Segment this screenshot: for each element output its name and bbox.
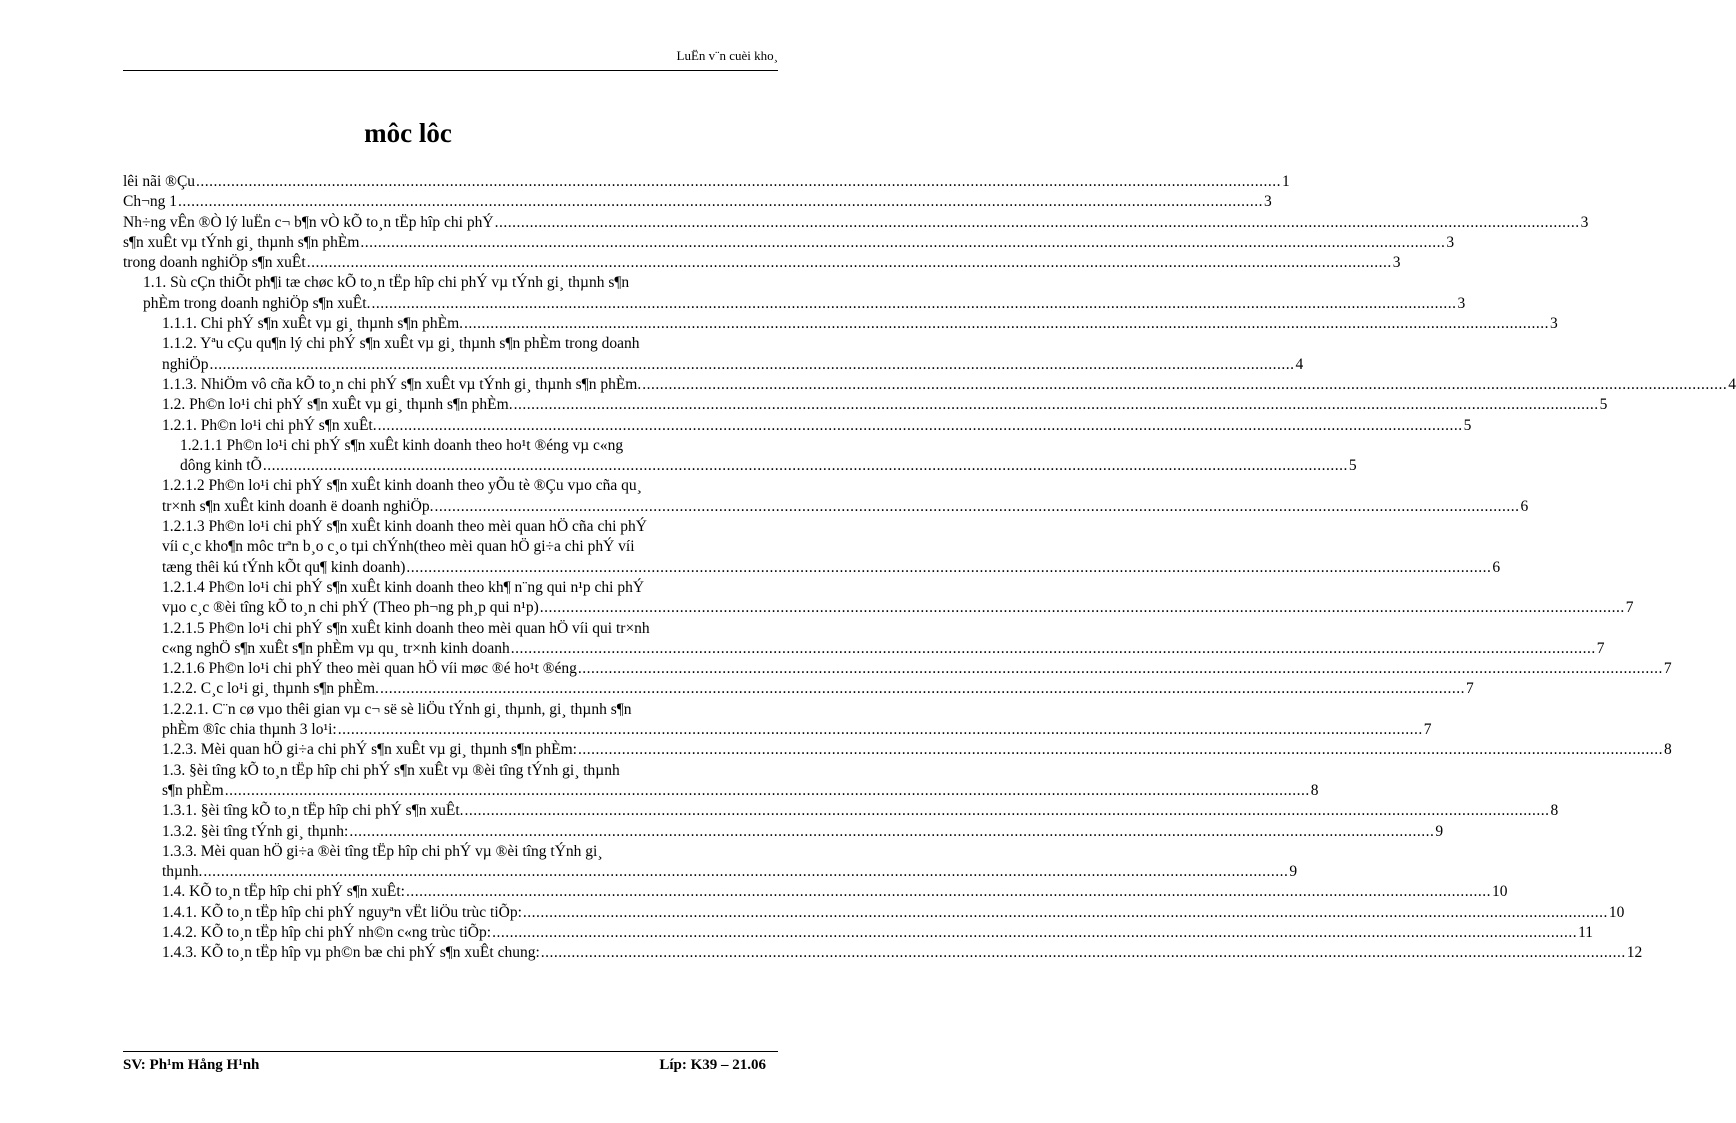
toc-entry-line: 1.1. Sù cÇn thiÕt ph¶i tæ chøc kÕ to¸n tËp hîp chi phÝ vµ tÝnh gi¸ thµnh s¶n	[143, 274, 630, 292]
page-title: môc lôc	[364, 118, 452, 148]
toc-dot-leader	[370, 294, 1457, 314]
toc-page-number: 6	[1520, 497, 1529, 515]
toc-page-number: 11	[1578, 923, 1593, 941]
toc-page-number: 8	[1310, 781, 1319, 799]
toc-dot-leader	[491, 923, 1578, 943]
toc-entry-label: 1.4. KÕ to¸n tËp hîp chi phÝ s¶n xuÊt:	[162, 883, 405, 901]
toc-dot-leader	[405, 882, 1492, 902]
toc-dot-leader	[434, 497, 1521, 517]
toc-entry-label: 1.4.1. KÕ to¸n tËp hîp chi phÝ nguyªn vËt liÖu trùc tiÕp:	[162, 903, 522, 921]
toc-dot-leader	[494, 213, 1581, 233]
toc-entry[interactable]	[162, 517, 1501, 578]
toc-page-number: 9	[1289, 863, 1298, 881]
toc-page-number: 7	[1596, 639, 1605, 657]
toc-entry-line: 1.1.2. Yªu cÇu qu¶n lý chi phÝ s¶n xuÊt vµ gi¸ thµnh s¶n phÈm trong doanh	[162, 335, 640, 353]
toc-entry-label: dông kinh tÕ	[180, 457, 262, 475]
toc-entry[interactable]	[162, 416, 1472, 436]
toc-entry[interactable]	[162, 923, 1593, 943]
toc-entry-label: trong doanh nghiÖp s¶n xuÊt	[123, 254, 306, 272]
toc-entry[interactable]	[162, 395, 1608, 415]
toc-dot-leader	[262, 456, 1349, 476]
toc-dot-leader	[577, 659, 1664, 679]
toc-entry[interactable]	[162, 679, 1474, 699]
toc-entry[interactable]	[162, 822, 1444, 842]
toc-entry[interactable]	[162, 314, 1558, 334]
toc-dot-leader	[510, 639, 1597, 659]
toc-entry-label: 1.3.1. §èi tîng kÕ to¸n tËp hîp chi phÝ s¶n xuÊt.	[162, 802, 464, 820]
toc-page-number: 10	[1491, 883, 1508, 901]
toc-dot-leader	[359, 233, 1446, 253]
toc-page-number: 12	[1626, 944, 1643, 962]
toc-entry[interactable]	[162, 476, 1529, 517]
toc-entry[interactable]	[162, 334, 1304, 375]
toc-dot-leader	[539, 598, 1626, 618]
toc-entry[interactable]	[123, 253, 1401, 273]
toc-dot-leader	[306, 253, 1393, 273]
toc-entry-label: tr×nh s¶n xuÊt kinh doanh ë doanh nghiÖp.	[162, 497, 434, 515]
toc-entry-line: 1.2.2.1. C¨n cø vµo thêi gian vµ c¬ së sè liÖu tÝnh gi¸ thµnh, gi¸ thµnh s¶n	[162, 700, 632, 718]
toc-page-number: 8	[1663, 741, 1672, 759]
toc-entry-line: 1.2.1.5 Ph©n lo¹i chi phÝ s¶n xuÊt kinh doanh theo mèi quan hÖ víi qui tr×nh	[162, 619, 650, 637]
toc-entry-label: 1.2.2. C¸c lo¹i gi¸ thµnh s¶n phÈm.	[162, 680, 379, 698]
toc-dot-leader	[348, 822, 1435, 842]
toc-entry[interactable]	[162, 842, 1298, 883]
toc-entry-label: 1.3.2. §èi tîng tÝnh gi¸ thµnh:	[162, 822, 349, 840]
toc-entry[interactable]	[123, 172, 1290, 192]
toc-entry-label: 1.1.1. Chi phÝ s¶n xuÊt vµ gi¸ thµnh s¶n phÈm.	[162, 315, 464, 333]
toc-entry-line: 1.2.1.2 Ph©n lo¹i chi phÝ s¶n xuÊt kinh doanh theo yÕu tè ®Çu vµo cña qu¸	[162, 477, 642, 495]
toc-dot-leader	[209, 355, 1296, 375]
toc-dot-leader	[463, 314, 1550, 334]
table-of-contents	[123, 172, 1736, 964]
toc-page-number: 10	[1608, 903, 1625, 921]
footer-class: Líp: K39 – 21.06	[659, 1057, 766, 1073]
toc-entry[interactable]	[162, 882, 1508, 902]
toc-entry[interactable]	[162, 943, 1643, 963]
toc-dot-leader	[379, 679, 1466, 699]
toc-entry-label: phÈm trong doanh nghiÖp s¶n xuÊt.	[143, 294, 371, 312]
toc-entry-label: phÈm ®îc chia thµnh 3 lo¹i:	[162, 721, 337, 739]
toc-dot-leader	[195, 172, 1282, 192]
toc-entry[interactable]	[180, 436, 1357, 477]
toc-page-number: 7	[1625, 599, 1634, 617]
running-header: LuËn v¨n cuèi kho¸	[676, 48, 778, 63]
toc-entry[interactable]	[162, 659, 1672, 679]
toc-dot-leader	[377, 416, 1464, 436]
toc-dot-leader	[337, 720, 1424, 740]
toc-page-number: 3	[1263, 193, 1272, 211]
toc-entry-label: nghiÖp	[162, 355, 209, 373]
toc-entry-label: 1.2. Ph©n lo¹i chi phÝ s¶n xuÊt vµ gi¸ thµnh s¶n phÈm.	[162, 396, 513, 414]
toc-entry-line: 1.3. §èi tîng kÕ to¸n tËp hîp chi phÝ s¶n xuÊt vµ ®èi tîng tÝnh gi¸ thµnh	[162, 761, 620, 779]
toc-page-number: 7	[1423, 721, 1432, 739]
toc-entry-label: 1.2.1.6 Ph©n lo¹i chi phÝ theo mèi quan hÖ víi møc ®é ho¹t ®éng	[162, 660, 577, 678]
toc-page-number: 1	[1282, 173, 1290, 190]
toc-page-number: 7	[1465, 680, 1474, 698]
toc-page-number: 3	[1446, 233, 1455, 251]
toc-entry-label: Nh÷ng vÊn ®Ò lý luËn c¬ b¶n vÒ kÕ to¸n tËp hîp chi phÝ	[123, 213, 494, 231]
toc-dot-leader	[177, 192, 1264, 212]
toc-dot-leader	[522, 903, 1609, 923]
toc-entry-label: lêi nãi ®Çu	[123, 173, 196, 190]
toc-page-number: 5	[1599, 396, 1608, 414]
toc-entry-label: 1.2.1. Ph©n lo¹i chi phÝ s¶n xuÊt.	[162, 416, 377, 434]
header-rule	[123, 70, 778, 71]
toc-entry[interactable]	[162, 375, 1736, 395]
toc-page-number: 7	[1663, 660, 1672, 678]
footer-student: SV: Ph¹m Hång H¹nh	[123, 1057, 260, 1073]
toc-dot-leader	[405, 558, 1492, 578]
toc-entry[interactable]	[162, 801, 1559, 821]
toc-page-number: 3	[1392, 254, 1401, 272]
toc-entry-label: s¶n phÈm	[162, 781, 224, 799]
toc-dot-leader	[224, 781, 1311, 801]
toc-dot-leader	[641, 375, 1728, 395]
toc-entry-line: 1.3.3. Mèi quan hÖ gi÷a ®èi tîng tËp hîp chi phÝ vµ ®èi tîng tÝnh gi¸	[162, 842, 603, 860]
toc-entry-line: 1.2.1.3 Ph©n lo¹i chi phÝ s¶n xuÊt kinh doanh theo mèi quan hÖ cña chi phÝ	[162, 518, 647, 536]
toc-entry-label: thµnh.	[162, 863, 203, 881]
toc-entry-label: Ch¬ng 1	[123, 193, 177, 211]
toc-entry-label: 1.4.3. KÕ to¸n tËp hîp vµ ph©n bæ chi phÝ s¶n xuÊt chung:	[162, 944, 540, 962]
toc-entry[interactable]	[162, 578, 1634, 619]
toc-entry[interactable]	[123, 233, 1455, 253]
toc-page-number: 5	[1348, 457, 1357, 475]
toc-entry-label: 1.1.3. NhiÖm vô cña kÕ to¸n chi phÝ s¶n xuÊt vµ tÝnh gi¸ thµnh s¶n phÈm.	[162, 375, 642, 393]
toc-entry[interactable]	[162, 903, 1625, 923]
toc-entry-label: c«ng nghÖ s¶n xuÊt s¶n phÈm vµ qu¸ tr×nh kinh doanh	[162, 639, 510, 657]
toc-page-number: 5	[1463, 416, 1472, 434]
toc-dot-leader	[513, 395, 1600, 415]
toc-dot-leader	[464, 801, 1551, 821]
footer-rule	[123, 1051, 778, 1052]
toc-entry-label: tæng thêi kú tÝnh kÕt qu¶ kinh doanh)	[162, 558, 406, 576]
toc-page-number: 9	[1435, 822, 1444, 840]
toc-entry[interactable]	[123, 213, 1589, 233]
toc-entry[interactable]	[162, 700, 1432, 741]
toc-entry-label: s¶n xuÊt vµ tÝnh gi¸ thµnh s¶n phÈm	[123, 233, 360, 251]
toc-page-number: 3	[1550, 315, 1558, 333]
toc-entry-line: 1.2.1.1 Ph©n lo¹i chi phÝ s¶n xuÊt kinh doanh theo ho¹t ®éng vµ c«ng	[180, 436, 624, 454]
toc-page-number: 8	[1550, 802, 1559, 820]
toc-entry-label: 1.4.2. KÕ to¸n tËp hîp chi phÝ nh©n c«ng trùc tiÕp:	[162, 923, 492, 941]
toc-entry[interactable]	[123, 192, 1272, 212]
toc-page-number: 3	[1457, 294, 1466, 312]
toc-page-number: 3	[1580, 213, 1589, 231]
toc-entry-line: víi c¸c kho¶n môc trªn b¸o c¸o tµi chÝnh(theo mèi quan hÖ gi÷a chi phÝ víi	[162, 538, 635, 556]
toc-page-number: 4	[1295, 355, 1304, 373]
toc-entry[interactable]	[162, 740, 1672, 760]
toc-entry-label: vµo c¸c ®èi tîng kÕ to¸n chi phÝ (Theo ph¬ng ph¸p qui n¹p)	[162, 599, 539, 617]
toc-page-number: 4	[1728, 375, 1736, 393]
toc-dot-leader	[202, 862, 1289, 882]
toc-entry-label: 1.2.3. Mèi quan hÖ gi÷a chi phÝ s¶n xuÊt vµ gi¸ thµnh s¶n phÈm:	[162, 741, 577, 759]
toc-dot-leader	[540, 943, 1627, 963]
toc-entry[interactable]	[162, 761, 1319, 802]
toc-page-number: 6	[1492, 558, 1501, 576]
toc-entry[interactable]	[162, 619, 1605, 660]
toc-entry-line: 1.2.1.4 Ph©n lo¹i chi phÝ s¶n xuÊt kinh doanh theo kh¶ n¨ng qui n¹p chi phÝ	[162, 578, 645, 596]
toc-entry[interactable]	[143, 273, 1466, 314]
toc-dot-leader	[577, 740, 1664, 760]
